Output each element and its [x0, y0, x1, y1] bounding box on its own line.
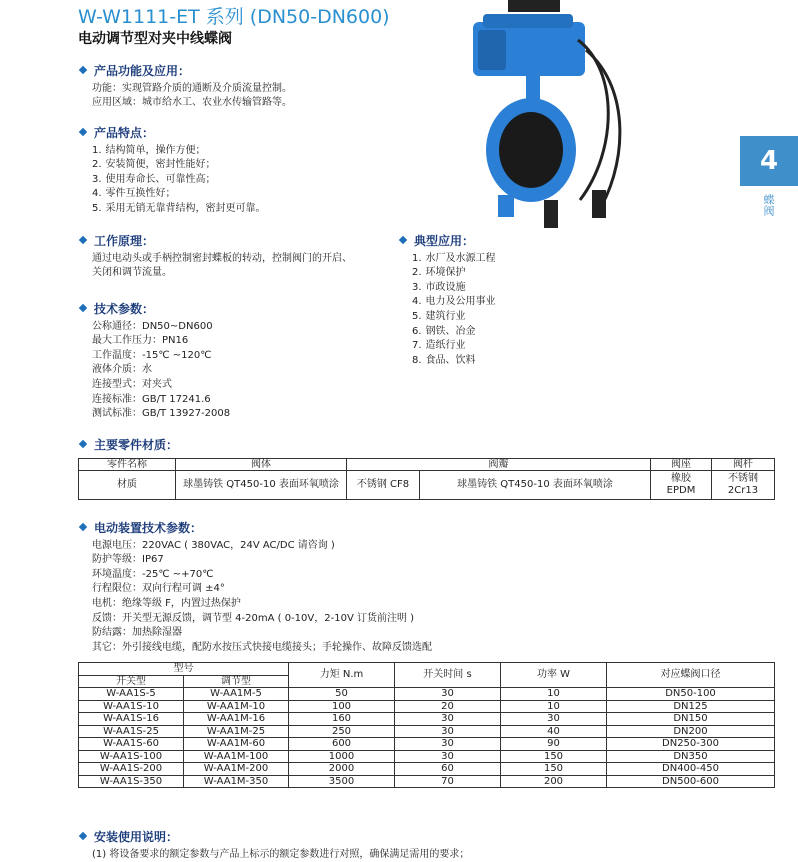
application-item: 2. 环境保护 [412, 267, 466, 279]
electric-heading: 电动装置技术参数： [80, 521, 432, 536]
tech-param-row: 液体介质：水 [92, 364, 152, 376]
table-cell: W-AA1S-10 [79, 700, 184, 713]
table-cell: 60 [395, 763, 501, 776]
chapter-tab: 4 [740, 136, 798, 186]
materials-heading-block [80, 438, 178, 456]
table-cell: 250 [289, 725, 395, 738]
table-cell: 1000 [289, 750, 395, 763]
table-cell: W-AA1S-16 [79, 713, 184, 726]
electric-param-row: 防护等级：IP67 [92, 554, 164, 566]
table-row [79, 713, 775, 726]
table-cell: W-AA1S-60 [79, 738, 184, 751]
table-cell: DN350 [607, 750, 775, 763]
application-item: 3. 市政设施 [412, 281, 466, 293]
table-row [79, 459, 775, 471]
table-row [79, 763, 775, 776]
electric-param-row: 电机：绝缘等级 F，内置过热保护 [92, 597, 241, 609]
table-cell: 阀座 [651, 459, 712, 471]
diamond-bullet-icon [79, 236, 87, 244]
electric-param-row: 防结露：加热除湿器 [92, 627, 182, 639]
table-cell: DN250-300 [607, 738, 775, 751]
table-row [79, 663, 775, 676]
principle-line: 关闭和调节流量。 [92, 267, 172, 279]
table-cell: 150 [501, 763, 607, 776]
table-cell: 90 [501, 738, 607, 751]
table-row [79, 775, 775, 788]
table-cell: W-AA1M-60 [184, 738, 289, 751]
diamond-bullet-icon [79, 304, 87, 312]
features-heading: 产品特点： [80, 126, 266, 141]
diamond-bullet-icon [399, 236, 407, 244]
table-cell: W-AA1M-16 [184, 713, 289, 726]
table-cell: 3500 [289, 775, 395, 788]
table-cell: 600 [289, 738, 395, 751]
diamond-bullet-icon [79, 832, 87, 840]
application-item: 4. 电力及公用事业 [412, 296, 496, 308]
table-cell: 150 [501, 750, 607, 763]
tech-param-row: 测试标准：GB/T 13927-2008 [92, 408, 231, 420]
table-cell: W-AA1M-5 [184, 688, 289, 701]
table-cell: W-AA1M-10 [184, 700, 289, 713]
materials-heading: 主要零件材质： [80, 438, 178, 453]
application-item: 8. 食品、饮料 [412, 354, 476, 366]
applications-heading: 典型应用： [400, 234, 496, 249]
materials-table [78, 458, 775, 500]
table-cell: W-AA1S-5 [79, 688, 184, 701]
handwheel-icon [508, 0, 560, 12]
table-cell: DN500-600 [607, 775, 775, 788]
table-cell: 阀杆 [712, 459, 775, 471]
table-cell: 20 [395, 700, 501, 713]
table-cell: 30 [395, 725, 501, 738]
application-item: 7. 造纸行业 [412, 340, 466, 352]
table-cell: 10 [501, 700, 607, 713]
table-cell: 力矩 N.m [289, 663, 395, 688]
table-cell: 不锈钢 CF8 [347, 471, 420, 500]
table-cell: 2000 [289, 763, 395, 776]
table-row [79, 750, 775, 763]
table-cell: 型号 [79, 663, 289, 676]
install-section [80, 830, 469, 862]
feature-item: 2. 安装简便，密封性能好； [92, 159, 216, 171]
table-cell: DN125 [607, 700, 775, 713]
electric-param-row: 反馈：开关型无源反馈，调节型 4-20mA ( 0-10V，2-10V 订货前注明 ) [92, 612, 415, 624]
table-cell: W-AA1S-100 [79, 750, 184, 763]
principle-line: 通过电动头或手柄控制密封蝶板的转动，控制阀门的开启、 [92, 252, 352, 264]
table-cell: W-AA1M-25 [184, 725, 289, 738]
table-cell: 功率 W [501, 663, 607, 688]
table-cell: 橡胶 EPDM [651, 471, 712, 500]
table-cell: DN50-100 [607, 688, 775, 701]
table-row [79, 700, 775, 713]
table-cell: 材质 [79, 471, 176, 500]
table-cell: 30 [395, 738, 501, 751]
table-cell: 100 [289, 700, 395, 713]
table-cell: 10 [501, 688, 607, 701]
application-item: 1. 水厂及水源工程 [412, 252, 496, 264]
applications-section [400, 234, 496, 368]
table-cell: 160 [289, 713, 395, 726]
feature-item: 1. 结构简单，操作方便； [92, 144, 206, 156]
principle-heading: 工作原理： [80, 234, 352, 249]
diamond-bullet-icon [79, 128, 87, 136]
table-cell: DN200 [607, 725, 775, 738]
table-cell: 调节型 [184, 675, 289, 688]
table-row [79, 738, 775, 751]
table-cell: 阀体 [176, 459, 347, 471]
table-cell: 零件名称 [79, 459, 176, 471]
table-cell: DN150 [607, 713, 775, 726]
diamond-bullet-icon [79, 440, 87, 448]
table-cell: 开关时间 s [395, 663, 501, 688]
table-cell: W-AA1S-350 [79, 775, 184, 788]
features-section [80, 126, 266, 217]
install-line: (1) 将设备要求的额定参数与产品上标示的额定参数进行对照，确保满足需用的要求； [92, 848, 470, 860]
install-heading: 安装使用说明： [80, 830, 469, 845]
function-line: 功能：实现管路介质的通断及介质流量控制。 [92, 82, 292, 94]
table-row [79, 725, 775, 738]
table-cell: W-AA1M-350 [184, 775, 289, 788]
table-cell: 30 [395, 688, 501, 701]
principle-section [80, 234, 352, 281]
tech-param-row: 公称通径：DN50~DN600 [92, 320, 213, 332]
table-cell: 40 [501, 725, 607, 738]
table-cell: W-AA1M-200 [184, 763, 289, 776]
actuator-spec-table [78, 662, 775, 788]
tech-param-row: 连接型式：对夹式 [92, 378, 172, 390]
table-cell: 阀瓣 [347, 459, 651, 471]
table-cell: 对应蝶阀口径 [607, 663, 775, 688]
feature-item: 5. 采用无销无靠背结构，密封更可靠。 [92, 202, 266, 214]
table-cell: 球墨铸铁 QT450-10 表面环氧喷涂 [420, 471, 651, 500]
electric-param-row: 环境温度：-25℃ ~+70℃ [92, 568, 214, 580]
electric-param-row: 其它：外引接线电缆，配防水按压式快接电缆接头；手轮操作、故障反馈选配 [92, 641, 432, 653]
connector-1 [544, 200, 558, 228]
valve-disc [499, 112, 563, 188]
page-subtitle: 电动调节型对夹中线蝶阀 [78, 31, 232, 47]
table-cell: 不锈钢 2Cr13 [712, 471, 775, 500]
table-cell: 70 [395, 775, 501, 788]
table-cell: 30 [395, 713, 501, 726]
tech-params-heading: 技术参数： [80, 302, 230, 317]
table-cell: 球墨铸铁 QT450-10 表面环氧喷涂 [176, 471, 347, 500]
tech-param-row: 连接标准：GB/T 17241.6 [92, 393, 211, 405]
diamond-bullet-icon [79, 523, 87, 531]
table-cell: 开关型 [79, 675, 184, 688]
table-cell: 30 [395, 750, 501, 763]
table-row [79, 471, 775, 500]
connector-2 [592, 190, 606, 218]
table-cell: 50 [289, 688, 395, 701]
table-cell: 30 [501, 713, 607, 726]
function-section [80, 64, 292, 111]
chapter-label: 蝶阀 [762, 194, 775, 216]
electric-param-row: 电源电压：220VAC ( 380VAC，24V AC/DC 请咨询 ) [92, 539, 335, 551]
table-cell: W-AA1S-25 [79, 725, 184, 738]
application-item: 6. 钢铁、冶金 [412, 325, 476, 337]
table-cell: W-AA1M-100 [184, 750, 289, 763]
table-cell: 200 [501, 775, 607, 788]
butterfly-valve-illustration [468, 0, 628, 240]
function-heading: 产品功能及应用： [80, 64, 292, 79]
electric-param-row: 行程限位：双向行程可调 ±4° [92, 583, 225, 595]
page-title: W-W1111-ET 系列 (DN50-DN600) [78, 6, 390, 28]
function-line: 应用区域：城市给水工、农业水传输管路等。 [92, 97, 292, 109]
table-row [79, 688, 775, 701]
feature-item: 4. 零件互换性好； [92, 188, 176, 200]
electric-section [80, 521, 432, 655]
table-cell: DN400-450 [607, 763, 775, 776]
tech-params-section [80, 302, 230, 422]
application-item: 5. 建筑行业 [412, 310, 466, 322]
feature-item: 3. 使用寿命长、可靠性高； [92, 173, 216, 185]
table-cell: W-AA1S-200 [79, 763, 184, 776]
diamond-bullet-icon [79, 66, 87, 74]
actuator-top [483, 14, 573, 28]
tech-param-row: 最大工作压力：PN16 [92, 335, 189, 347]
tech-param-row: 工作温度：-15℃ ~120℃ [92, 349, 212, 361]
